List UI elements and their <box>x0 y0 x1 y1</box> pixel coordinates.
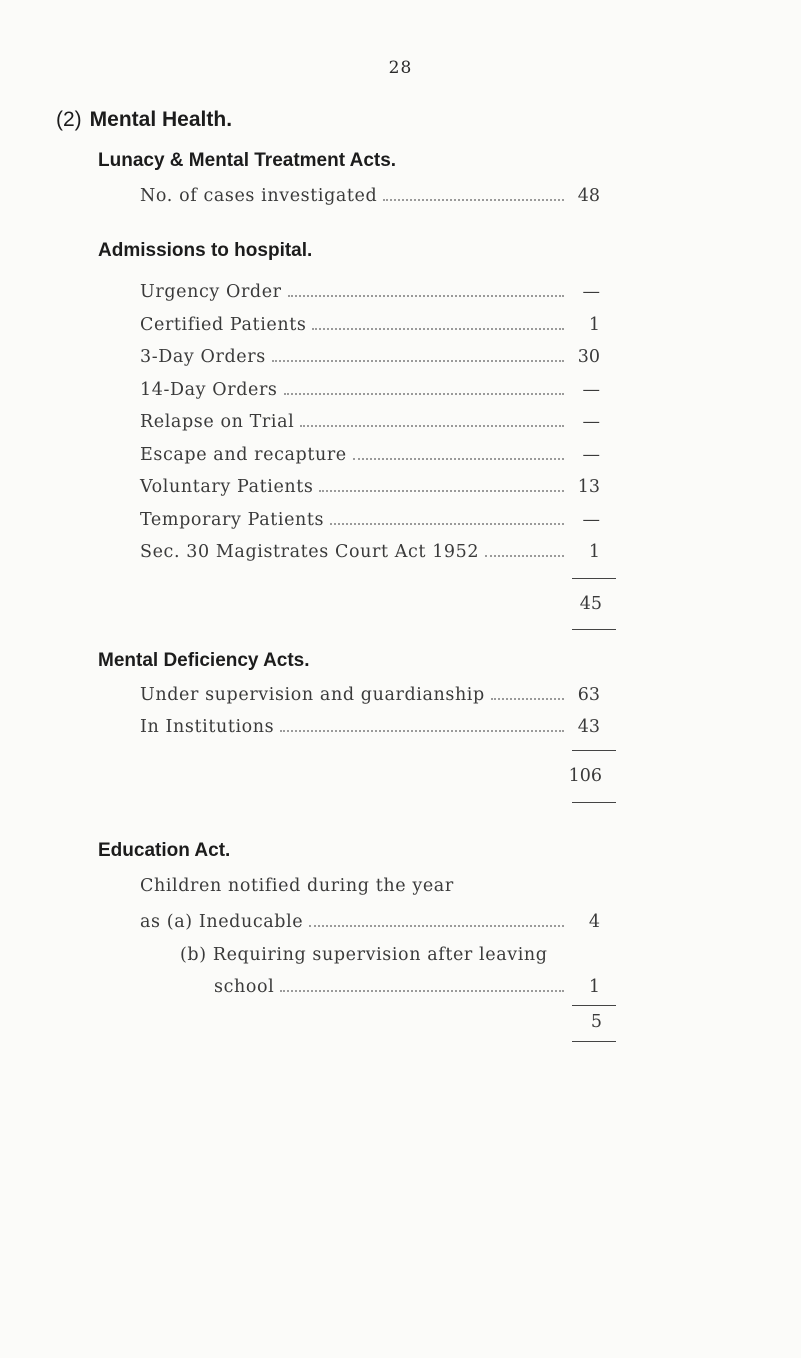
row-label: Relapse on Trial <box>140 412 295 432</box>
admission-row <box>140 445 600 465</box>
dot-leader <box>485 554 564 557</box>
row-label: Voluntary Patients <box>140 477 314 497</box>
section-number: (2) <box>56 108 82 131</box>
row-value: 63 <box>577 685 600 705</box>
row-label: Under supervision and guardianship <box>140 685 485 705</box>
row-label: In Institutions <box>140 717 275 737</box>
row-value: — <box>582 445 600 465</box>
education-row-b <box>214 977 600 997</box>
admission-row <box>140 477 600 497</box>
row-value: — <box>582 510 600 530</box>
row-label: Temporary Patients <box>140 510 325 530</box>
row-value: 43 <box>577 717 600 737</box>
dot-leader <box>280 989 564 992</box>
dot-leader <box>330 522 564 525</box>
deficiency-row <box>140 717 600 737</box>
row-value: 48 <box>577 186 600 206</box>
row-label: 3-Day Orders <box>140 347 266 367</box>
row-label: 14-Day Orders <box>140 380 278 400</box>
row-label: Escape and recapture <box>140 445 347 465</box>
dot-leader <box>284 392 564 395</box>
education-intro: Children notified during the year <box>140 876 454 896</box>
row-label: Certified Patients <box>140 315 307 335</box>
admission-row <box>140 542 600 562</box>
row-value: 4 <box>588 912 600 932</box>
row-label: school <box>214 977 275 997</box>
dot-leader <box>300 424 564 427</box>
row-value: — <box>582 412 600 432</box>
row-value: 30 <box>577 347 600 367</box>
admission-row <box>140 412 600 432</box>
cases-investigated-row <box>140 186 600 206</box>
dot-leader <box>312 327 564 330</box>
admissions-heading: Admissions to hospital. <box>98 240 313 261</box>
row-label: Urgency Order <box>140 282 282 302</box>
education-total: 5 <box>590 1012 602 1032</box>
total-rule <box>572 750 616 751</box>
dot-leader <box>309 924 564 927</box>
dot-leader <box>280 729 564 732</box>
row-value: — <box>582 282 600 302</box>
dot-leader <box>491 697 564 700</box>
dot-leader <box>272 359 564 362</box>
education-row-a <box>140 912 600 932</box>
row-value: 1 <box>588 977 600 997</box>
education-row-b-line1: (b) Requiring supervision after leaving <box>180 945 548 965</box>
row-value: 1 <box>588 542 600 562</box>
row-value: — <box>582 380 600 400</box>
admission-row <box>140 347 600 367</box>
deficiency-total: 106 <box>568 766 602 786</box>
total-rule <box>572 802 616 803</box>
admission-row <box>140 380 600 400</box>
section-title-text: Mental Health. <box>89 108 233 131</box>
row-value: 1 <box>588 315 600 335</box>
page-number: 28 <box>388 58 413 78</box>
deficiency-row <box>140 685 600 705</box>
total-rule <box>572 578 616 579</box>
row-label: No. of cases investigated <box>140 186 378 206</box>
row-value: 13 <box>577 477 600 497</box>
dot-leader <box>319 489 564 492</box>
admission-row <box>140 315 600 335</box>
row-label: Sec. 30 Magistrates Court Act 1952 <box>140 542 480 562</box>
dot-leader <box>288 294 564 297</box>
admission-row <box>140 282 600 302</box>
total-rule <box>572 1041 616 1042</box>
dot-leader <box>383 198 564 201</box>
total-rule <box>572 1005 616 1006</box>
row-label: as (a) Ineducable <box>140 912 304 932</box>
education-heading: Education Act. <box>98 840 231 861</box>
dot-leader <box>353 457 564 460</box>
admissions-total: 45 <box>579 594 602 614</box>
admission-row <box>140 510 600 530</box>
section-title <box>56 108 232 132</box>
deficiency-heading: Mental Deficiency Acts. <box>98 650 310 671</box>
lunacy-heading: Lunacy & Mental Treatment Acts. <box>98 150 397 171</box>
total-rule <box>572 629 616 630</box>
